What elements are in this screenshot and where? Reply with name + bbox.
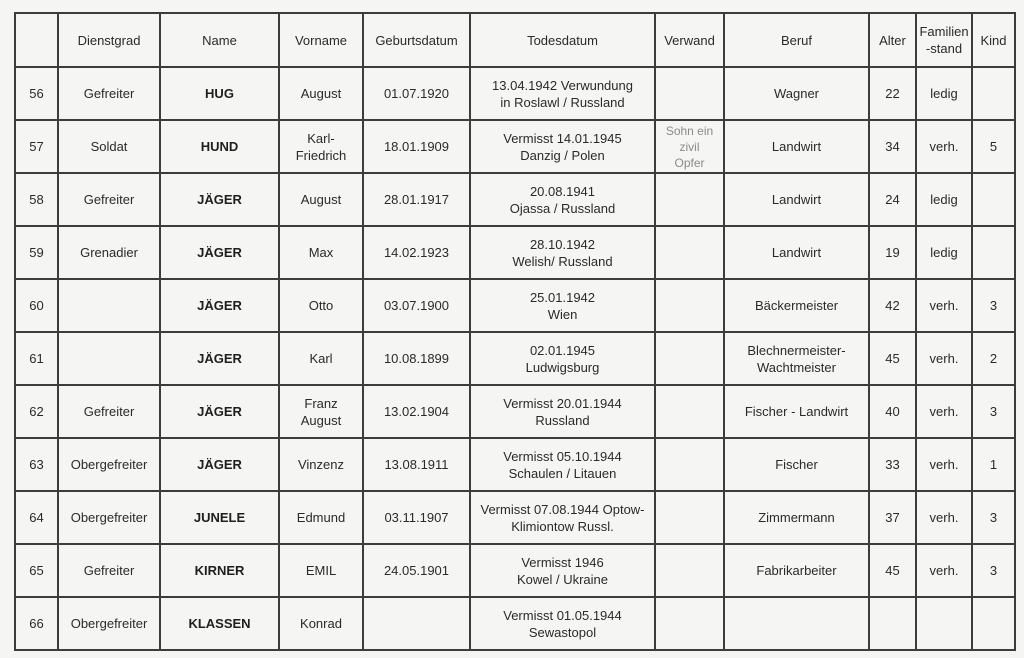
cell-alter: 22	[869, 67, 916, 120]
cell-kind	[972, 67, 1015, 120]
cell-verwand	[655, 173, 724, 226]
cell-kind: 1	[972, 438, 1015, 491]
cell-geburtsdatum: 14.02.1923	[363, 226, 470, 279]
header-dienstgrad: Dienstgrad	[58, 13, 160, 67]
cell-kind: 2	[972, 332, 1015, 385]
cell-verwand	[655, 279, 724, 332]
cell-nr: 58	[15, 173, 58, 226]
casualty-table	[14, 12, 1016, 651]
cell-beruf: Landwirt	[724, 173, 869, 226]
cell-todesdatum: Vermisst 07.08.1944 Optow- Klimiontow Russl.	[470, 491, 655, 544]
cell-nr: 65	[15, 544, 58, 597]
cell-geburtsdatum	[363, 597, 470, 650]
cell-vorname: August	[279, 67, 363, 120]
cell-beruf: Landwirt	[724, 226, 869, 279]
cell-beruf	[724, 597, 869, 650]
cell-nr: 60	[15, 279, 58, 332]
cell-familienstand: verh.	[916, 279, 972, 332]
cell-alter: 24	[869, 173, 916, 226]
cell-vorname: Karl	[279, 332, 363, 385]
cell-name: JÄGER	[160, 279, 279, 332]
cell-familienstand: verh.	[916, 385, 972, 438]
cell-alter: 45	[869, 544, 916, 597]
cell-verwand	[655, 597, 724, 650]
cell-geburtsdatum: 24.05.1901	[363, 544, 470, 597]
cell-nr: 59	[15, 226, 58, 279]
table-row	[15, 173, 1015, 226]
cell-todesdatum: Vermisst 20.01.1944 Russland	[470, 385, 655, 438]
cell-name: HUND	[160, 120, 279, 173]
table-row	[15, 279, 1015, 332]
table-row	[15, 67, 1015, 120]
cell-geburtsdatum: 10.08.1899	[363, 332, 470, 385]
header-row	[15, 13, 1015, 67]
cell-verwand	[655, 438, 724, 491]
cell-todesdatum: Vermisst 14.01.1945 Danzig / Polen	[470, 120, 655, 173]
cell-familienstand: ledig	[916, 67, 972, 120]
cell-name: JÄGER	[160, 385, 279, 438]
cell-kind: 3	[972, 491, 1015, 544]
cell-dienstgrad	[58, 279, 160, 332]
cell-beruf: Landwirt	[724, 120, 869, 173]
cell-beruf: Fischer	[724, 438, 869, 491]
header-beruf: Beruf	[724, 13, 869, 67]
cell-geburtsdatum: 03.11.1907	[363, 491, 470, 544]
table-row	[15, 491, 1015, 544]
cell-verwand	[655, 332, 724, 385]
cell-kind: 5	[972, 120, 1015, 173]
cell-alter: 19	[869, 226, 916, 279]
cell-alter	[869, 597, 916, 650]
cell-dienstgrad: Obergefreiter	[58, 438, 160, 491]
cell-familienstand: verh.	[916, 438, 972, 491]
cell-name: JÄGER	[160, 173, 279, 226]
header-name: Name	[160, 13, 279, 67]
cell-kind	[972, 226, 1015, 279]
cell-alter: 33	[869, 438, 916, 491]
cell-nr: 66	[15, 597, 58, 650]
cell-name: KIRNER	[160, 544, 279, 597]
cell-alter: 42	[869, 279, 916, 332]
cell-nr: 64	[15, 491, 58, 544]
cell-name: JUNELE	[160, 491, 279, 544]
header-vorname: Vorname	[279, 13, 363, 67]
cell-kind: 3	[972, 279, 1015, 332]
cell-nr: 62	[15, 385, 58, 438]
cell-familienstand: ledig	[916, 173, 972, 226]
table-row	[15, 385, 1015, 438]
cell-todesdatum: Vermisst 05.10.1944 Schaulen / Litauen	[470, 438, 655, 491]
cell-dienstgrad: Gefreiter	[58, 173, 160, 226]
table-row	[15, 226, 1015, 279]
cell-todesdatum: 13.04.1942 Verwundung in Roslawl / Russland	[470, 67, 655, 120]
cell-nr: 61	[15, 332, 58, 385]
table-row	[15, 597, 1015, 650]
cell-alter: 34	[869, 120, 916, 173]
table-row	[15, 544, 1015, 597]
cell-familienstand: verh.	[916, 544, 972, 597]
header-todesdatum: Todesdatum	[470, 13, 655, 67]
header-geburtsdatum: Geburtsdatum	[363, 13, 470, 67]
cell-dienstgrad: Soldat	[58, 120, 160, 173]
cell-name: KLASSEN	[160, 597, 279, 650]
cell-alter: 40	[869, 385, 916, 438]
cell-verwand	[655, 226, 724, 279]
header-verwand: Verwand	[655, 13, 724, 67]
table-row	[15, 332, 1015, 385]
cell-beruf: Fabrikarbeiter	[724, 544, 869, 597]
cell-name: JÄGER	[160, 226, 279, 279]
cell-vorname: August	[279, 173, 363, 226]
cell-geburtsdatum: 13.08.1911	[363, 438, 470, 491]
cell-familienstand: verh.	[916, 332, 972, 385]
cell-geburtsdatum: 03.07.1900	[363, 279, 470, 332]
cell-todesdatum: 02.01.1945 Ludwigsburg	[470, 332, 655, 385]
table-body	[15, 67, 1015, 650]
cell-familienstand: verh.	[916, 491, 972, 544]
cell-alter: 45	[869, 332, 916, 385]
cell-kind	[972, 597, 1015, 650]
cell-verwand	[655, 67, 724, 120]
header-kind: Kind	[972, 13, 1015, 67]
cell-dienstgrad: Grenadier	[58, 226, 160, 279]
cell-familienstand: ledig	[916, 226, 972, 279]
cell-geburtsdatum: 28.01.1917	[363, 173, 470, 226]
cell-beruf: Fischer - Landwirt	[724, 385, 869, 438]
cell-vorname: Konrad	[279, 597, 363, 650]
table-row	[15, 120, 1015, 173]
cell-name: HUG	[160, 67, 279, 120]
cell-beruf: Blechnermeister- Wachtmeister	[724, 332, 869, 385]
cell-vorname: Karl- Friedrich	[279, 120, 363, 173]
cell-dienstgrad	[58, 332, 160, 385]
cell-geburtsdatum: 18.01.1909	[363, 120, 470, 173]
cell-vorname: EMIL	[279, 544, 363, 597]
cell-verwand	[655, 491, 724, 544]
cell-todesdatum: 20.08.1941 Ojassa / Russland	[470, 173, 655, 226]
cell-dienstgrad: Obergefreiter	[58, 491, 160, 544]
cell-vorname: Vinzenz	[279, 438, 363, 491]
cell-kind: 3	[972, 385, 1015, 438]
cell-kind: 3	[972, 544, 1015, 597]
cell-vorname: Max	[279, 226, 363, 279]
cell-dienstgrad: Obergefreiter	[58, 597, 160, 650]
cell-vorname: Franz August	[279, 385, 363, 438]
cell-todesdatum: 28.10.1942 Welish/ Russland	[470, 226, 655, 279]
cell-name: JÄGER	[160, 438, 279, 491]
cell-geburtsdatum: 01.07.1920	[363, 67, 470, 120]
cell-todesdatum: Vermisst 1946 Kowel / Ukraine	[470, 544, 655, 597]
header-familienstand: Familien -stand	[916, 13, 972, 67]
table-header	[15, 13, 1015, 67]
cell-dienstgrad: Gefreiter	[58, 385, 160, 438]
cell-verwand	[655, 385, 724, 438]
cell-vorname: Otto	[279, 279, 363, 332]
table-row	[15, 438, 1015, 491]
cell-dienstgrad: Gefreiter	[58, 544, 160, 597]
cell-alter: 37	[869, 491, 916, 544]
cell-beruf: Wagner	[724, 67, 869, 120]
cell-verwand: Sohn ein zivil Opfer	[655, 120, 724, 173]
cell-nr: 56	[15, 67, 58, 120]
cell-nr: 57	[15, 120, 58, 173]
cell-familienstand	[916, 597, 972, 650]
cell-beruf: Bäckermeister	[724, 279, 869, 332]
cell-verwand	[655, 544, 724, 597]
cell-familienstand: verh.	[916, 120, 972, 173]
cell-dienstgrad: Gefreiter	[58, 67, 160, 120]
cell-geburtsdatum: 13.02.1904	[363, 385, 470, 438]
cell-todesdatum: Vermisst 01.05.1944 Sewastopol	[470, 597, 655, 650]
cell-beruf: Zimmermann	[724, 491, 869, 544]
cell-todesdatum: 25.01.1942 Wien	[470, 279, 655, 332]
cell-vorname: Edmund	[279, 491, 363, 544]
header-alter: Alter	[869, 13, 916, 67]
header-nr	[15, 13, 58, 67]
cell-kind	[972, 173, 1015, 226]
cell-nr: 63	[15, 438, 58, 491]
cell-name: JÄGER	[160, 332, 279, 385]
